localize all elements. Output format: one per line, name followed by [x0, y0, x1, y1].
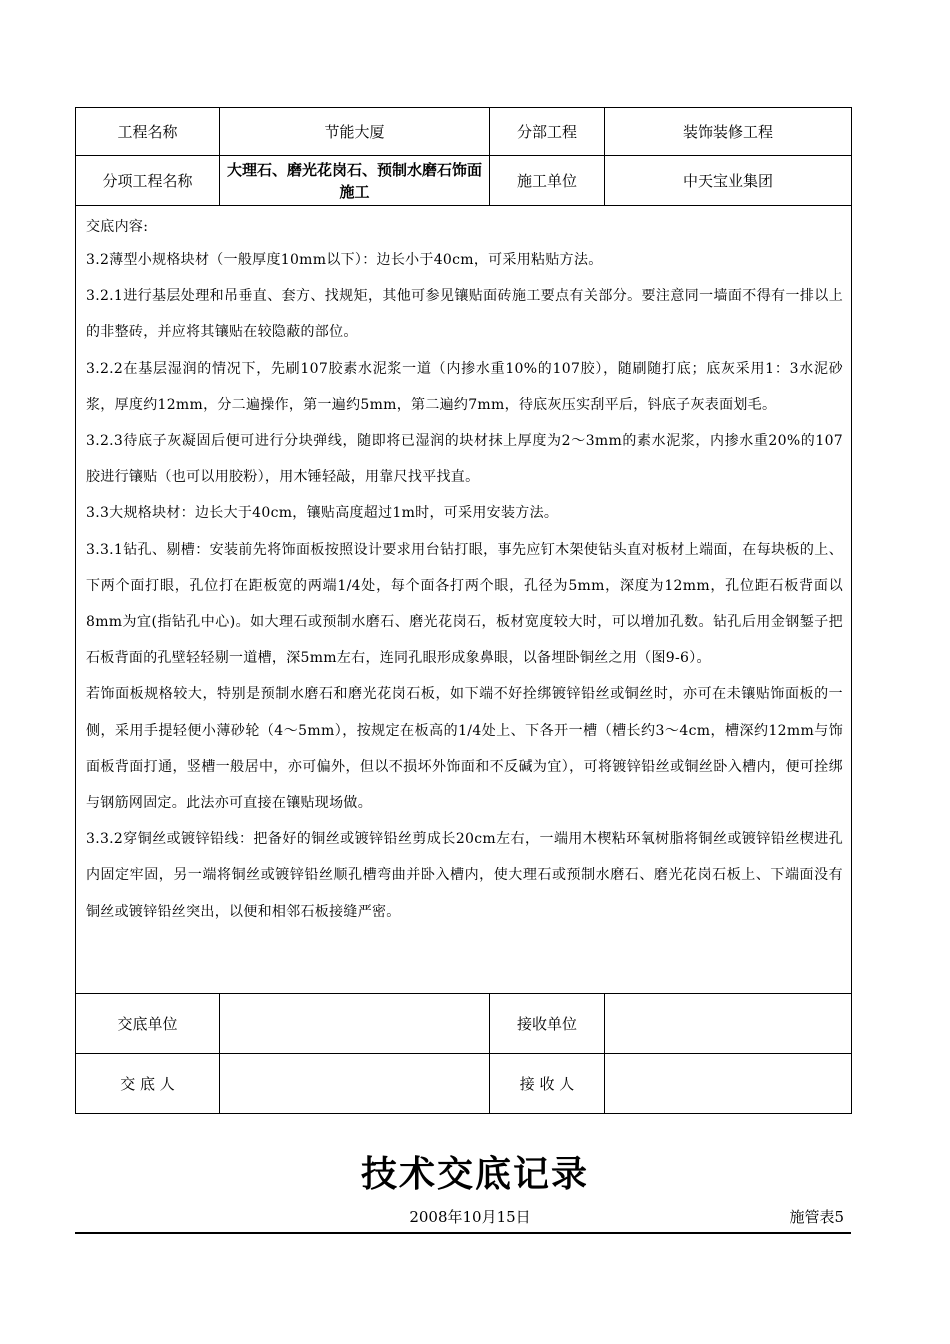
handover-unit-value: [220, 994, 490, 1054]
handover-table: [75, 107, 852, 1114]
subitem-label: 分项工程名称: [76, 156, 220, 206]
receiver-unit-label: 接收单位: [490, 994, 605, 1054]
content-paragraph: 3.2.3待底子灰凝固后便可进行分块弹线，随即将已湿润的块材抹上厚度为2～3mm的素水泥浆，内掺水重20%的107胶进行镶贴（也可以用胶粉），用木锤轻敲，用靠尺找平找直。: [86, 433, 843, 486]
document-date: 2008年10月15日: [409, 1208, 531, 1226]
division-label: 分部工程: [490, 108, 605, 156]
subitem-value: 大理石、磨光花岗石、预制水磨石饰面施工: [220, 156, 490, 206]
handover-content: [76, 206, 852, 994]
content-paragraph: 若饰面板规格较大，特别是预制水磨石和磨光花岗石板，如下端不好拴绑镀锌铅丝或铜丝时，亦可在未镶贴饰面板的一侧，采用手提轻便小薄砂轮（4～5mm），按规定在板高的1/4处上、下各开一槽（槽长约3～4cm，槽深约12mm与饰面板背面打通，竖槽一般居中，亦可偏外，但以不损坏外饰面和不反碱为宜），可将镀锌铅丝或铜丝卧入槽内，便可拴绑与钢筋网固定。此法亦可直接在镶贴现场做。: [86, 686, 843, 812]
content-paragraph: 3.3大规格块材：边长大于40cm，镶贴高度超过1m时，可采用安装方法。: [86, 505, 559, 522]
document-title: 技术交底记录: [360, 1154, 589, 1195]
division-value: 装饰装修工程: [605, 108, 852, 156]
content-heading: 交底内容:: [86, 219, 149, 235]
handover-unit-label: 交底单位: [76, 994, 220, 1054]
receiver-unit-value: [605, 994, 852, 1054]
content-paragraph: 3.2薄型小规格块材（一般厚度10mm以下）：边长小于40cm，可采用粘贴方法。: [86, 252, 603, 268]
content-paragraph: 3.3.1钻孔、剔槽：安装前先将饰面板按照设计要求用台钻打眼，事先应钉木架使钻头直对板材上端面，在每块板的上、下两个面打眼，孔位打在距板宽的两端1/4处，每个面各打两个眼，孔径为5mm，深度为12mm，孔位距石板背面以8mm为宜(指钻孔中心)。如大理石或预制水磨石、磨光花岗石，板材宽度较大时，可以增加孔数。钻孔后用金钢錾子把石板背面的孔壁轻轻剔一道槽，深5mm左右，连同孔眼形成象鼻眼，以备埋卧铜丝之用（图9-6）。: [86, 541, 843, 667]
receiver-person-value: [605, 1054, 852, 1114]
project-name-label: 工程名称: [76, 108, 220, 156]
contractor-label: 施工单位: [490, 156, 605, 206]
content-paragraph: 3.3.2穿铜丝或镀锌铅线：把备好的铜丝或镀锌铅丝剪成长20cm左右，一端用木楔粘环氧树脂将铜丝或镀锌铅丝楔进孔内固定牢固，另一端将铜丝或镀锌铅丝顺孔槽弯曲并卧入槽内，使大理石或预制水磨石、磨光花岗石板上、下端面没有铜丝或镀锌铅丝突出，以便和相邻石板接缝严密。: [86, 831, 843, 920]
form-number: 施管表5: [789, 1208, 844, 1226]
content-paragraph: 3.2.2在基层湿润的情况下，先刷107胶素水泥浆一道（内掺水重10%的107胶），随刷随打底；底灰采用1：3水泥砂浆，厚度约12mm，分二遍操作，第一遍约5mm，第二遍约7mm，待底灰压实刮平后，钭底子灰表面划毛。: [86, 360, 843, 413]
project-name-value: 节能大厦: [220, 108, 490, 156]
content-paragraph: 3.2.1进行基层处理和吊垂直、套方、找规矩，其他可参见镶贴面砖施工要点有关部分。要注意同一墙面不得有一排以上的非整砖，并应将其镶贴在较隐蔽的部位。: [86, 288, 843, 341]
receiver-person-label: 接 收 人: [490, 1054, 605, 1114]
handover-person-label: 交 底 人: [76, 1054, 220, 1114]
handover-person-value: [220, 1054, 490, 1114]
title-divider: [75, 1232, 851, 1234]
contractor-value: 中天宝业集团: [605, 156, 852, 206]
